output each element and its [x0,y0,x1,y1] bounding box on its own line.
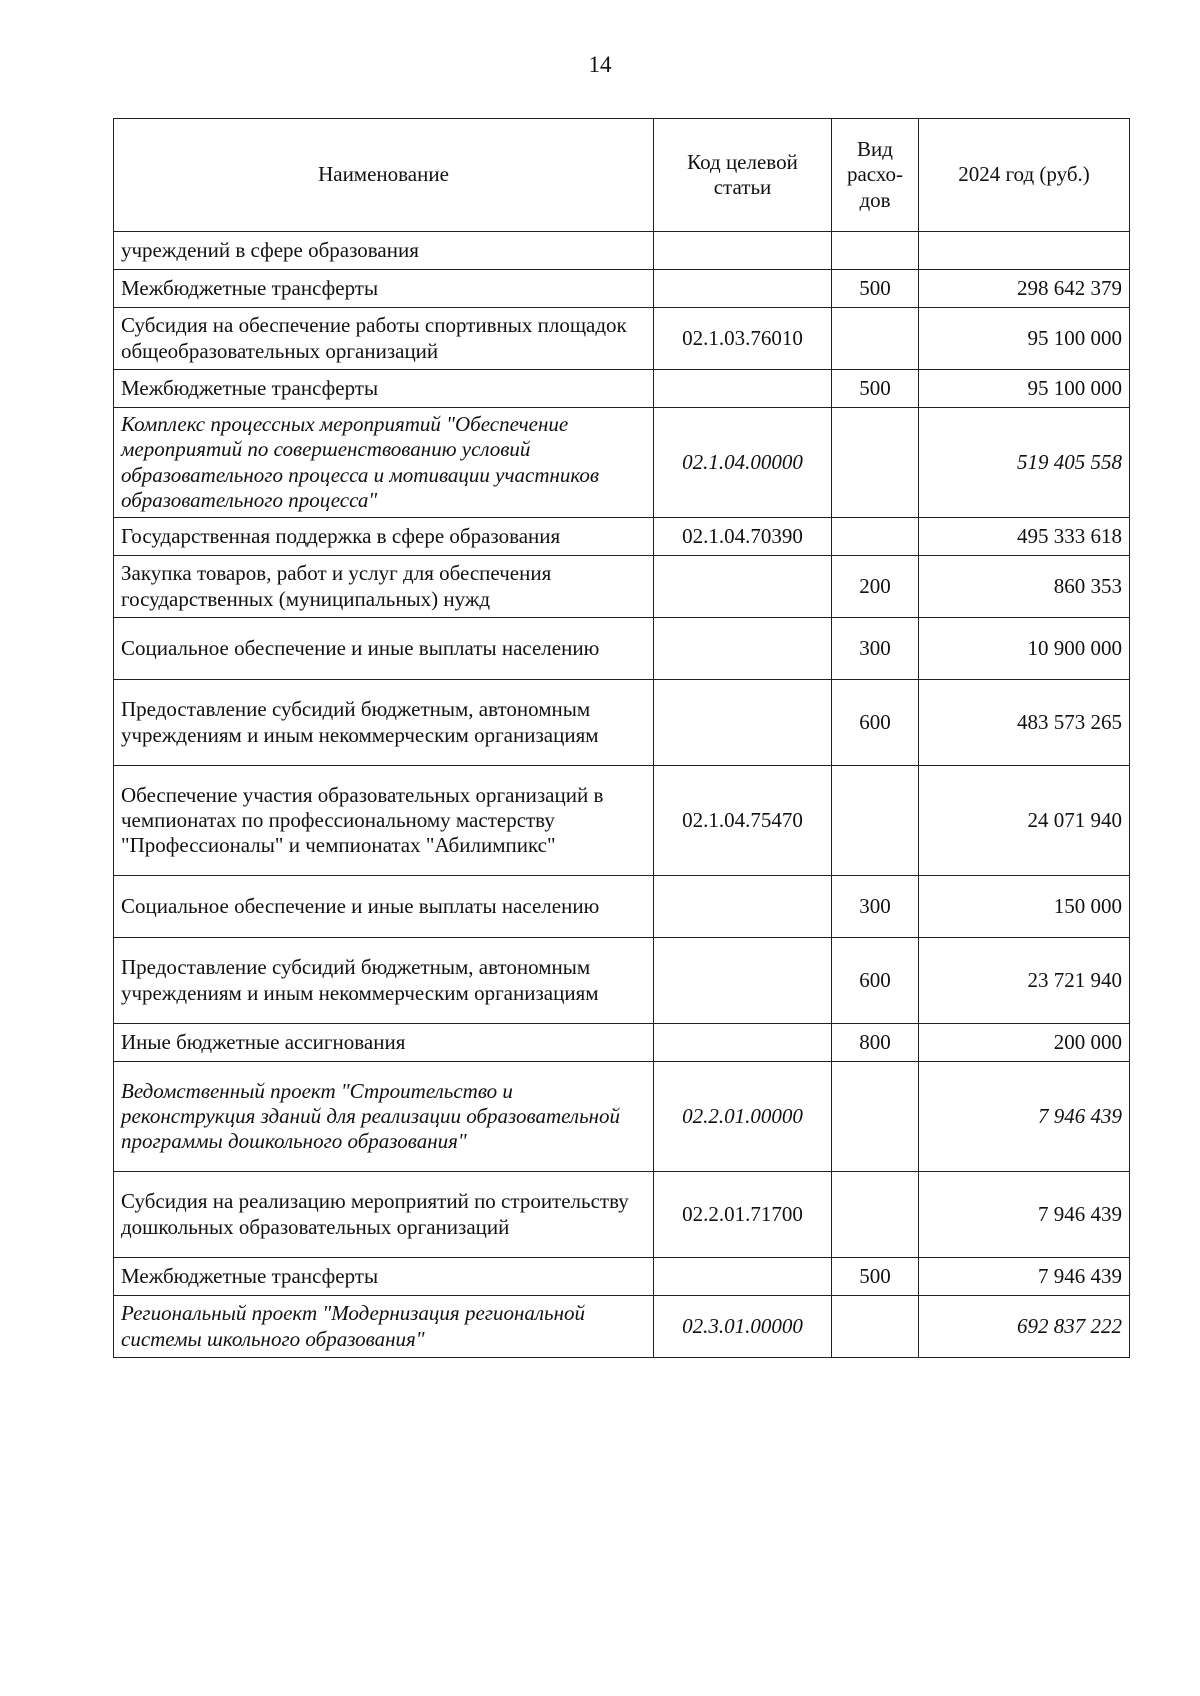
row-code-cell [654,370,832,408]
row-amount-cell: 95 100 000 [919,370,1130,408]
row-code-cell: 02.1.04.70390 [654,518,832,556]
row-kind-cell: 200 [832,556,919,618]
row-kind-cell: 500 [832,370,919,408]
row-code-cell [654,556,832,618]
table-row [114,370,1130,408]
row-code-cell: 02.1.03.76010 [654,308,832,370]
row-kind-cell [832,518,919,556]
table-row [114,232,1130,270]
row-kind-cell [832,1062,919,1172]
table-row [114,618,1130,680]
row-name-cell: Обеспечение участия образовательных организаций в чемпионатах по профессиональному мастерству "Профессионалы" и чемпионатах "Абилимпикс" [114,766,654,876]
row-code-cell [654,680,832,766]
header-kind: Вид расхо-дов [832,119,919,232]
row-amount-cell: 23 721 940 [919,938,1130,1024]
header-name: Наименование [114,119,654,232]
row-amount-cell: 7 946 439 [919,1258,1130,1296]
row-name-cell: Закупка товаров, работ и услуг для обеспечения государственных (муниципальных) нужд [114,556,654,618]
row-code-cell [654,232,832,270]
row-name-cell: учреждений в сфере образования [114,232,654,270]
row-code-cell [654,1258,832,1296]
row-code-cell [654,876,832,938]
row-kind-cell: 800 [832,1024,919,1062]
table-row [114,680,1130,766]
row-kind-cell: 600 [832,938,919,1024]
row-name-cell: Региональный проект "Модернизация региональной системы школьного образования" [114,1296,654,1358]
row-kind-cell [832,408,919,518]
row-amount-cell: 483 573 265 [919,680,1130,766]
row-code-cell [654,1024,832,1062]
row-code-cell [654,938,832,1024]
table-row [114,1172,1130,1258]
table-row [114,270,1130,308]
row-name-cell: Социальное обеспечение и иные выплаты населению [114,876,654,938]
row-kind-cell: 300 [832,618,919,680]
row-amount-cell: 495 333 618 [919,518,1130,556]
row-amount-cell: 95 100 000 [919,308,1130,370]
header-code: Код целевой статьи [654,119,832,232]
row-name-cell: Субсидия на обеспечение работы спортивных площадок общеобразовательных организаций [114,308,654,370]
row-amount-cell: 7 946 439 [919,1172,1130,1258]
row-amount-cell: 200 000 [919,1024,1130,1062]
row-amount-cell [919,232,1130,270]
row-kind-cell: 500 [832,1258,919,1296]
row-kind-cell [832,1296,919,1358]
row-name-cell: Комплекс процессных мероприятий "Обеспечение мероприятий по совершенствованию условий образовательного процесса и мотивации участников образовательного процесса" [114,408,654,518]
row-kind-cell [832,766,919,876]
row-code-cell: 02.1.04.00000 [654,408,832,518]
row-code-cell [654,270,832,308]
row-amount-cell: 860 353 [919,556,1130,618]
row-name-cell: Межбюджетные трансферты [114,1258,654,1296]
table-row [114,308,1130,370]
row-amount-cell: 692 837 222 [919,1296,1130,1358]
page-number: 14 [588,52,612,77]
row-code-cell [654,618,832,680]
row-kind-cell: 500 [832,270,919,308]
table-row [114,1062,1130,1172]
table-row [114,408,1130,518]
row-name-cell: Субсидия на реализацию мероприятий по строительству дошкольных образовательных организаций [114,1172,654,1258]
row-name-cell: Социальное обеспечение и иные выплаты населению [114,618,654,680]
row-kind-cell [832,308,919,370]
table-row [114,766,1130,876]
row-amount-cell: 24 071 940 [919,766,1130,876]
row-name-cell: Ведомственный проект "Строительство и реконструкция зданий для реализации образовательной программы дошкольного образования" [114,1062,654,1172]
row-kind-cell [832,1172,919,1258]
row-name-cell: Межбюджетные трансферты [114,270,654,308]
table-row [114,938,1130,1024]
header-amount: 2024 год (руб.) [919,119,1130,232]
row-code-cell: 02.2.01.00000 [654,1062,832,1172]
table-row [114,876,1130,938]
row-code-cell: 02.2.01.71700 [654,1172,832,1258]
row-name-cell: Предоставление субсидий бюджетным, автономным учреждениям и иным некоммерческим организациям [114,680,654,766]
row-code-cell: 02.1.04.75470 [654,766,832,876]
row-name-cell: Государственная поддержка в сфере образования [114,518,654,556]
table-body [114,232,1130,1358]
table-header-row [114,119,1130,232]
row-amount-cell: 298 642 379 [919,270,1130,308]
row-amount-cell: 7 946 439 [919,1062,1130,1172]
table-row [114,1258,1130,1296]
table-row [114,556,1130,618]
table-row [114,518,1130,556]
row-amount-cell: 519 405 558 [919,408,1130,518]
table-row [114,1296,1130,1358]
row-amount-cell: 150 000 [919,876,1130,938]
row-kind-cell [832,232,919,270]
row-kind-cell: 600 [832,680,919,766]
row-kind-cell: 300 [832,876,919,938]
row-name-cell: Межбюджетные трансферты [114,370,654,408]
row-code-cell: 02.3.01.00000 [654,1296,832,1358]
table-row [114,1024,1130,1062]
row-name-cell: Иные бюджетные ассигнования [114,1024,654,1062]
row-amount-cell: 10 900 000 [919,618,1130,680]
row-name-cell: Предоставление субсидий бюджетным, автономным учреждениям и иным некоммерческим организациям [114,938,654,1024]
budget-table [113,118,1130,1358]
